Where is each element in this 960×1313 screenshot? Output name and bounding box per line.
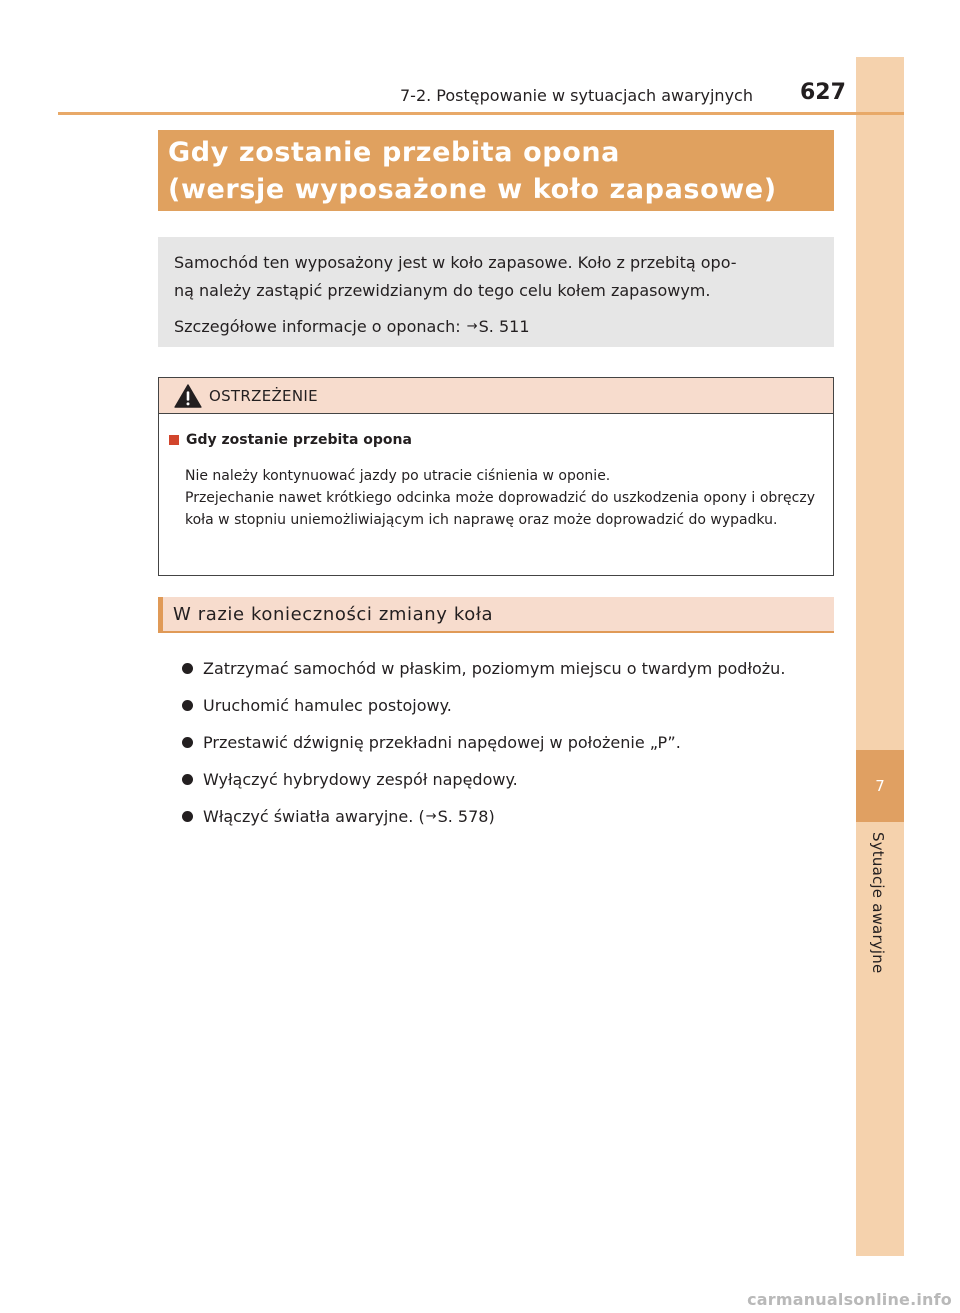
warning-box <box>158 377 834 576</box>
warning-subheading <box>169 432 412 448</box>
list-item <box>182 687 842 724</box>
arrow-right-icon: → <box>425 809 437 824</box>
list-item <box>182 650 842 687</box>
bullet-dot-icon <box>182 737 193 748</box>
warning-body <box>185 465 815 531</box>
chapter-number-tab: 7 <box>856 750 904 822</box>
arrow-right-icon: → <box>466 319 478 334</box>
side-tab-strip <box>856 57 904 1256</box>
intro-reference-text: Szczegółowe informacje o oponach: <box>174 317 466 336</box>
page-title-line-2: (wersje wyposażone w koło zapasowe) <box>168 174 777 205</box>
list-item-text: Włączyć światła awaryjne. ( <box>203 807 425 826</box>
list-item <box>182 798 842 835</box>
warning-subheading-text: Gdy zostanie przebita opona <box>186 432 412 448</box>
bullet-dot-icon <box>182 774 193 785</box>
warning-triangle-icon <box>173 384 203 408</box>
warning-sentence-2: Przejechanie nawet krótkiego odcinka może doprowadzić do uszkodzenia opony i obręczy koła w stopniu uniemożliwiającym ich naprawę oraz może doprowadzić do wypadku. <box>185 490 815 528</box>
header-divider <box>58 112 904 115</box>
intro-reference <box>174 313 822 341</box>
steps-list <box>182 650 842 835</box>
intro-line-2: ną należy zastąpić przewidzianym do tego celu kołem zapasowym. <box>174 281 711 300</box>
list-item-close: ) <box>488 807 495 826</box>
chapter-label: Sytuacje awaryjne <box>869 832 887 974</box>
red-square-icon <box>169 435 179 445</box>
warning-sentence-1: Nie należy kontynuować jazdy po utracie ciśnienia w oponie. <box>185 468 611 484</box>
page-number: 627 <box>800 80 846 105</box>
bullet-dot-icon <box>182 811 193 822</box>
list-item-text: Wyłączyć hybrydowy zespół napędowy. <box>203 770 518 789</box>
header-section-title: 7-2. Postępowanie w sytuacjach awaryjnych <box>400 86 753 105</box>
list-item <box>182 724 842 761</box>
list-item-text: Przestawić dźwignię przekładni napędowej w położenie „P”. <box>203 733 681 752</box>
list-item <box>182 761 842 798</box>
warning-header <box>159 378 833 414</box>
list-item-text: Uruchomić hamulec postojowy. <box>203 696 452 715</box>
page-title-line-1: Gdy zostanie przebita opona <box>168 137 620 168</box>
intro-box <box>158 237 834 347</box>
step-reference-link[interactable]: S. 578 <box>437 807 489 826</box>
subsection-header <box>158 597 834 633</box>
bullet-dot-icon <box>182 663 193 674</box>
watermark: carmanualsonline.info <box>747 1290 952 1309</box>
intro-reference-link[interactable]: S. 511 <box>478 317 530 336</box>
list-item-text: Zatrzymać samochód w płaskim, poziomym miejscu o twardym podłożu. <box>203 659 786 678</box>
warning-heading: OSTRZEŻENIE <box>209 386 318 405</box>
intro-line-1: Samochód ten wyposażony jest w koło zapasowe. Koło z przebitą opo- <box>174 253 737 272</box>
subsection-title: W razie konieczności zmiany koła <box>173 603 494 625</box>
page-title <box>158 130 834 211</box>
bullet-dot-icon <box>182 700 193 711</box>
